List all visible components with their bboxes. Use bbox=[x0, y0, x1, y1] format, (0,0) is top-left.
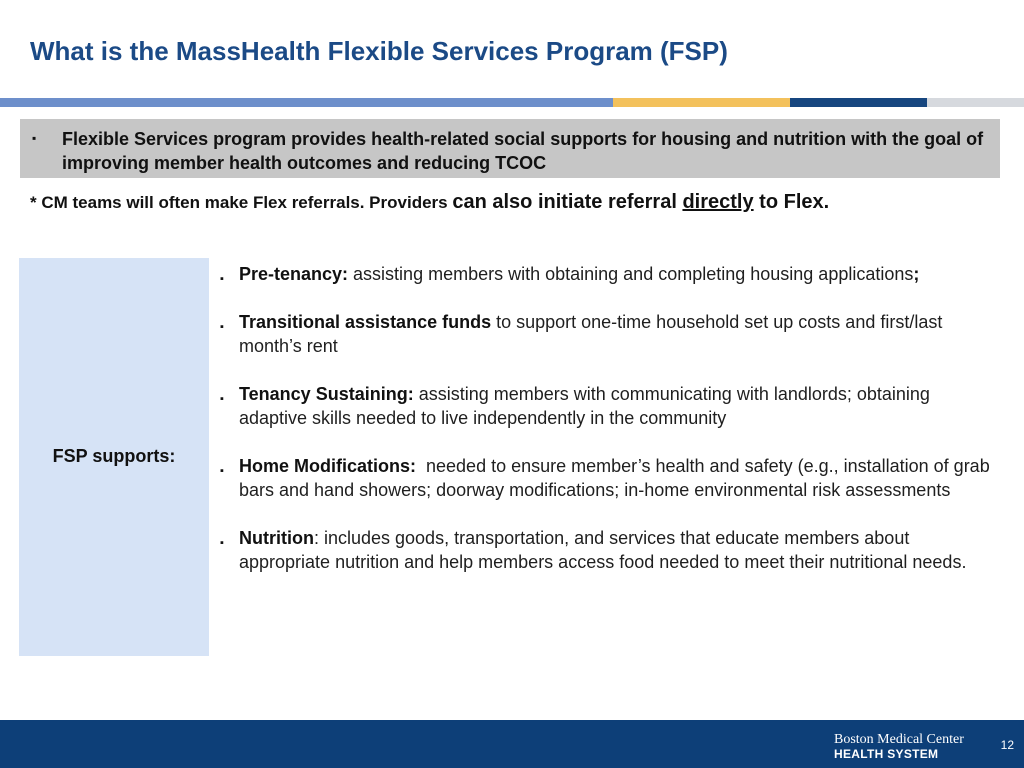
item-heading: Tenancy Sustaining: bbox=[239, 384, 414, 404]
item-tail: ; bbox=[913, 264, 920, 284]
footer-bar bbox=[0, 720, 1024, 768]
square-bullet-icon: ▪ bbox=[220, 273, 224, 285]
item-heading: Transitional assistance funds bbox=[239, 312, 492, 332]
support-list bbox=[218, 262, 998, 598]
square-bullet-icon: ▪ bbox=[32, 131, 37, 145]
item-text: needed to ensure member’s health and safety (e.g., installation of grab bars and hand showers; doorway modifications; in-home environmental risk assessments bbox=[239, 456, 995, 500]
list-item bbox=[218, 454, 998, 502]
fsp-supports-label: FSP supports: bbox=[52, 446, 176, 466]
stripe-navy bbox=[790, 98, 927, 107]
list-item bbox=[218, 382, 998, 430]
item-text: assisting members with obtaining and completing housing applications bbox=[348, 264, 914, 284]
note-part2: can also initiate referral bbox=[452, 191, 683, 213]
item-heading: Home Modifications: bbox=[239, 456, 417, 476]
bmc-logo bbox=[834, 732, 964, 762]
stripe-gray bbox=[927, 98, 1024, 107]
note-part4: to Flex. bbox=[753, 191, 830, 213]
square-bullet-icon: ▪ bbox=[220, 465, 224, 477]
note-directly: directly bbox=[682, 191, 754, 213]
list-item bbox=[218, 526, 998, 574]
item-heading: Pre-tenancy: bbox=[239, 264, 349, 284]
stripe-gold bbox=[613, 98, 790, 107]
square-bullet-icon: ▪ bbox=[220, 321, 224, 333]
square-bullet-icon: ▪ bbox=[220, 537, 224, 549]
item-text: : includes goods, transportation, and services that educate members about appropriate nutrition and help members access food needed to meet their nutritional needs. bbox=[239, 528, 967, 572]
banner-text: Flexible Services program provides health-related social supports for housing and nutrition with the goal of improving member health outcomes and reducing TCOC bbox=[62, 129, 984, 173]
summary-banner bbox=[20, 119, 1000, 178]
item-heading: Nutrition bbox=[239, 528, 314, 548]
square-bullet-icon: ▪ bbox=[220, 393, 224, 405]
page-number: 12 bbox=[1000, 738, 1014, 752]
item-text: to support one-time household set up costs and first/last month’s rent bbox=[239, 312, 943, 356]
header-stripe-bar bbox=[0, 98, 1024, 107]
list-item bbox=[218, 310, 998, 358]
logo-line2: HEALTH SYSTEM bbox=[834, 747, 939, 761]
referral-note bbox=[30, 191, 829, 214]
stripe-blue bbox=[0, 98, 613, 107]
list-item bbox=[218, 262, 998, 286]
item-text: assisting members with communicating with landlords; obtaining adaptive skills needed to live independently in the community bbox=[239, 384, 930, 428]
slide-title: What is the MassHealth Flexible Services Program (FSP) bbox=[30, 36, 728, 66]
fsp-supports-box bbox=[19, 258, 209, 656]
logo-line1: Boston Medical Center bbox=[834, 732, 964, 747]
note-part1: * CM teams will often make Flex referrals. Providers bbox=[30, 193, 453, 212]
